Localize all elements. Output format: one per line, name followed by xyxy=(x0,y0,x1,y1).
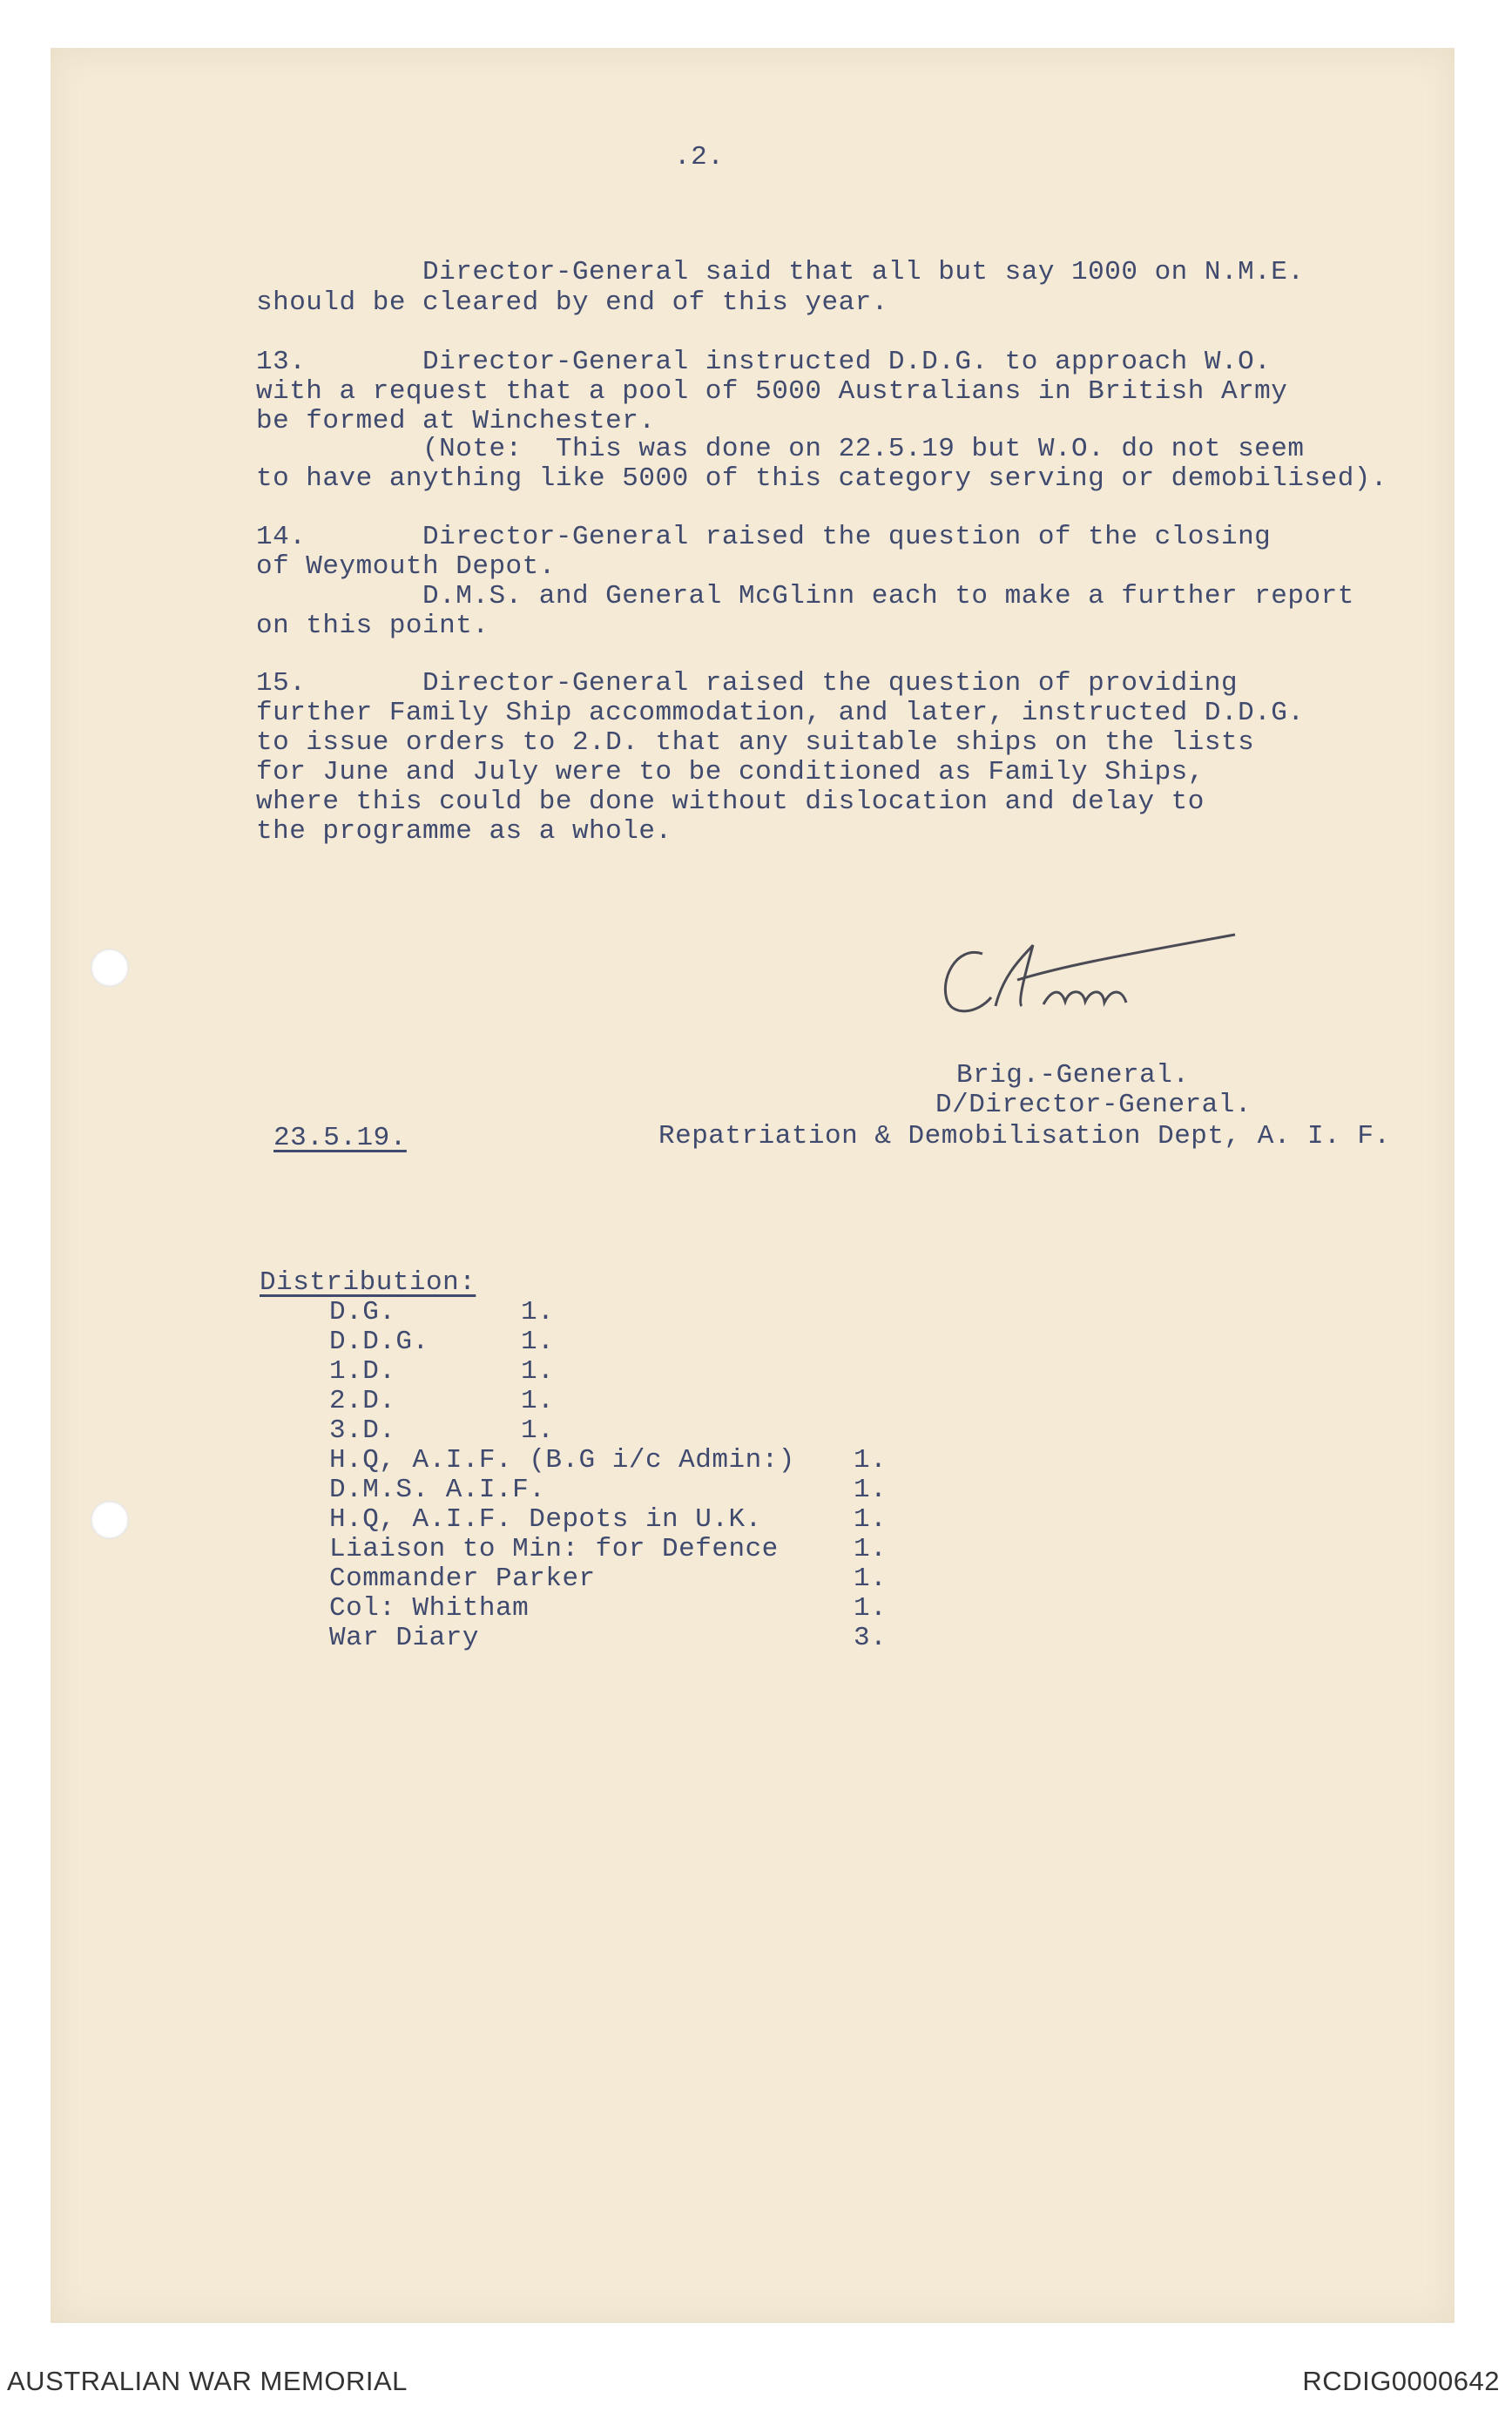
distribution-name: 2.D. xyxy=(329,1386,396,1416)
body-line: should be cleared by end of this year. xyxy=(256,287,888,318)
distribution-count: 1. xyxy=(854,1534,888,1564)
body-line: (Note: This was done on 22.5.19 but W.O. do not seem xyxy=(256,434,1305,464)
distribution-name: 1.D. xyxy=(329,1356,396,1387)
distribution-name: D.M.S. A.I.F. xyxy=(329,1475,546,1505)
page-number: .2. xyxy=(674,142,725,172)
punch-hole-top xyxy=(91,949,129,987)
body-line: Director-General said that all but say 1000 on N.M.E. xyxy=(256,257,1305,287)
body-line: of Weymouth Depot. xyxy=(256,551,556,582)
distribution-name: Col: Whitham xyxy=(329,1593,530,1624)
distribution-count: 1. xyxy=(521,1327,555,1357)
footer-institution: AUSTRALIAN WAR MEMORIAL xyxy=(7,2366,408,2396)
distribution-count: 1. xyxy=(854,1504,888,1535)
body-line: 15. Director-General raised the question of providing xyxy=(256,668,1239,699)
body-line: where this could be done without dislocation and delay to xyxy=(256,787,1205,817)
distribution-count: 1. xyxy=(854,1445,888,1476)
body-line: on this point. xyxy=(256,611,489,641)
body-line: D.M.S. and General McGlinn each to make a further report xyxy=(256,581,1354,611)
distribution-name: War Diary xyxy=(329,1623,479,1653)
body-line: to issue orders to 2.D. that any suitable ships on the lists xyxy=(256,727,1255,758)
distribution-count: 1. xyxy=(854,1564,888,1594)
body-line: to have anything like 5000 of this category serving or demobilised). xyxy=(256,463,1388,494)
distribution-count: 1. xyxy=(521,1297,555,1327)
handwritten-signature xyxy=(930,919,1296,1041)
distribution-count: 1. xyxy=(854,1475,888,1505)
department-name: Repatriation & Demobilisation Dept, A. I. F. xyxy=(658,1121,1391,1152)
signatory-rank: Brig.-General. xyxy=(956,1060,1190,1091)
document-date: 23.5.19. xyxy=(273,1123,407,1153)
distribution-count: 3. xyxy=(854,1623,888,1653)
body-line: for June and July were to be conditioned as Family Ships, xyxy=(256,757,1205,787)
body-line: the programme as a whole. xyxy=(256,816,672,847)
distribution-name: H.Q, A.I.F. Depots in U.K. xyxy=(329,1504,762,1535)
signatory-title: D/Director-General. xyxy=(935,1090,1252,1120)
distribution-heading: Distribution: xyxy=(260,1267,476,1298)
body-line: further Family Ship accommodation, and later, instructed D.D.G. xyxy=(256,698,1305,728)
body-line: 13. Director-General instructed D.D.G. to approach W.O. xyxy=(256,347,1272,377)
body-line: be formed at Winchester. xyxy=(256,406,656,436)
document-page xyxy=(51,48,1455,2323)
distribution-count: 1. xyxy=(521,1386,555,1416)
distribution-name: H.Q, A.I.F. (B.G i/c Admin:) xyxy=(329,1445,795,1476)
distribution-name: D.D.G. xyxy=(329,1327,429,1357)
distribution-count: 1. xyxy=(521,1356,555,1387)
footer-record-id: RCDIG0000642 xyxy=(1302,2366,1500,2396)
body-line: with a request that a pool of 5000 Australians in British Army xyxy=(256,376,1288,407)
distribution-count: 1. xyxy=(854,1593,888,1624)
distribution-name: D.G. xyxy=(329,1297,396,1327)
distribution-name: Liaison to Min: for Defence xyxy=(329,1534,779,1564)
distribution-count: 1. xyxy=(521,1415,555,1446)
distribution-name: 3.D. xyxy=(329,1415,396,1446)
punch-hole-bottom xyxy=(91,1501,129,1539)
body-line: 14. Director-General raised the question of the closing xyxy=(256,522,1272,552)
distribution-name: Commander Parker xyxy=(329,1564,596,1594)
